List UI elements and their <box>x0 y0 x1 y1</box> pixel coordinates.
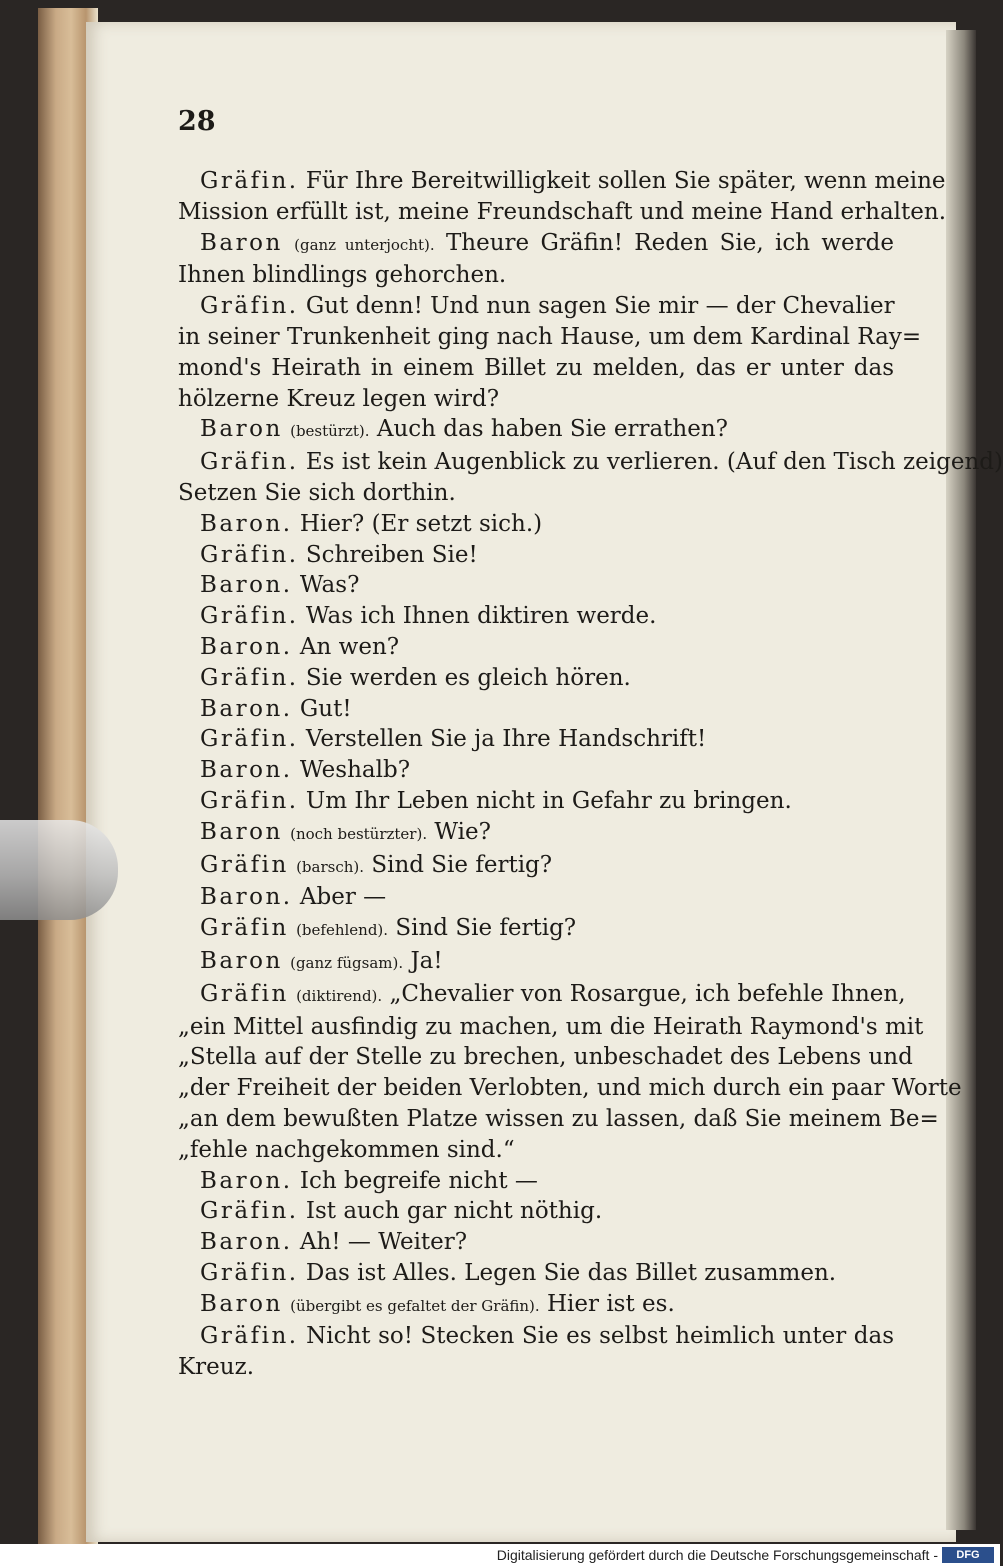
text-line <box>178 632 894 663</box>
text-line <box>178 384 894 415</box>
stage-direction: (noch bestürzter). <box>290 824 428 843</box>
text-line <box>178 414 894 447</box>
line-text: Das ist Alles. Legen Sie das Billet zusammen. <box>305 1259 837 1286</box>
speaker-name: Gräfin <box>200 851 289 878</box>
line-text: „der Freiheit der beiden Verlobten, und mich durch ein paar Worte <box>178 1075 962 1102</box>
text-line <box>178 724 894 755</box>
speaker-name: Gräfin. <box>200 168 299 194</box>
speaker-name: Baron <box>200 416 283 443</box>
stage-direction: (übergibt es gefaltet der Gräfin). <box>290 1296 540 1315</box>
speaker-name: Baron. <box>200 695 293 722</box>
speaker-name: Gräfin. <box>200 1323 299 1350</box>
line-text: Was ich Ihnen diktiren werde. <box>305 603 657 630</box>
line-text: „Chevalier von Rosargue, ich befehle Ihnen, <box>389 980 906 1007</box>
speaker-name: Baron <box>200 947 283 974</box>
line-text: „ein Mittel ausfindig zu machen, um die Heirath Raymond's mit <box>178 1013 924 1040</box>
text-line <box>178 850 894 883</box>
speaker-name: Gräfin <box>200 980 289 1007</box>
speaker-name: Gräfin. <box>200 726 299 753</box>
text-line <box>178 755 894 786</box>
speaker-name: Baron. <box>200 572 293 599</box>
speaker-name: Baron. <box>200 757 293 784</box>
text-line <box>178 447 1003 478</box>
line-text: Gut! <box>299 695 352 722</box>
line-text: Ist auch gar nicht nöthig. <box>305 1198 603 1225</box>
line-text: Mission erfüllt ist, meine Freundschaft und meine Hand erhalten. <box>178 198 947 225</box>
dfg-logo: DFG <box>942 1547 994 1563</box>
text-line <box>178 1321 894 1352</box>
line-text: „Stella auf der Stelle zu brechen, unbeschadet des Lebens und <box>178 1044 913 1071</box>
text-line <box>178 663 894 694</box>
text-line <box>178 1196 894 1227</box>
speaker-name: Gräfin. <box>200 293 299 320</box>
line-text: Ah! — Weiter? <box>299 1229 468 1256</box>
speaker-name: Gräfin <box>200 915 289 942</box>
text-line <box>178 228 894 261</box>
line-text: Nicht so! Stecken Sie es selbst heimlich unter das <box>306 1323 894 1350</box>
line-text: Für Ihre Bereitwilligkeit sollen Sie später, wenn meine <box>305 168 946 194</box>
text-line <box>178 694 894 725</box>
text-line <box>178 946 894 979</box>
text-line <box>178 197 947 228</box>
line-text: Verstellen Sie ja Ihre Handschrift! <box>305 726 707 753</box>
stage-direction: (befehlend). <box>296 921 389 940</box>
text-line <box>178 1104 939 1135</box>
speaker-name: Baron. <box>200 1167 293 1194</box>
text-line <box>178 509 894 540</box>
line-text: Hier ist es. <box>546 1290 675 1317</box>
speaker-name: Gräfin. <box>200 1259 299 1286</box>
line-text: Wie? <box>434 818 491 845</box>
page-clip <box>0 820 118 920</box>
line-text: mond's Heirath in einem Billet zu melden, das er unter das <box>178 354 894 381</box>
speaker-name: Gräfin. <box>200 541 299 568</box>
line-text: Auch das haben Sie errathen? <box>376 416 728 443</box>
text-line <box>178 1042 913 1073</box>
line-text: Ich begreife nicht — <box>299 1167 538 1194</box>
line-text: Sie werden es gleich hören. <box>305 664 631 691</box>
line-text: Aber — <box>299 884 387 911</box>
gutter-shadow <box>946 30 976 1530</box>
text-line <box>178 1012 924 1043</box>
text-line <box>178 1352 894 1383</box>
text-line <box>178 882 894 913</box>
speaker-name: Baron. <box>200 510 293 537</box>
stage-direction: (bestürzt). <box>290 422 370 441</box>
speaker-name: Gräfin. <box>200 664 299 691</box>
text-line <box>178 166 946 197</box>
text-line <box>178 570 894 601</box>
text-line <box>178 1166 894 1197</box>
text-line <box>178 1289 894 1322</box>
text-line <box>178 1227 894 1258</box>
speaker-name: Baron. <box>200 1229 293 1256</box>
line-text: An wen? <box>299 633 400 660</box>
text-line <box>178 913 894 946</box>
speaker-name: Gräfin. <box>200 1198 299 1225</box>
speaker-name: Baron <box>200 229 283 256</box>
page-number: 28 <box>178 106 216 137</box>
line-text: „fehle nachgekommen sind.“ <box>178 1136 515 1163</box>
line-text: Kreuz. <box>178 1354 255 1381</box>
text-line <box>178 1135 894 1166</box>
line-text: Um Ihr Leben nicht in Gefahr zu bringen. <box>305 787 792 814</box>
text-line <box>178 540 894 571</box>
text-line <box>178 786 894 817</box>
text-line <box>178 817 894 850</box>
line-text: „an dem bewußten Platze wissen zu lassen, daß Sie meinem Be= <box>178 1105 939 1132</box>
line-text: in seiner Trunkenheit ging nach Hause, um dem Kardinal Ray= <box>178 323 922 350</box>
speaker-name: Baron <box>200 818 283 845</box>
line-text: Gut denn! Und nun sagen Sie mir — der Chevalier <box>305 293 895 320</box>
text-line <box>178 601 894 632</box>
line-text: Hier? (Er setzt sich.) <box>299 510 543 537</box>
stage-direction: (barsch). <box>296 857 365 876</box>
stage-direction: (ganz unterjocht). <box>294 235 435 254</box>
line-text: Sind Sie fertig? <box>371 851 553 878</box>
text-line <box>178 979 906 1012</box>
text-line <box>178 322 922 353</box>
line-text: Schreiben Sie! <box>305 541 478 568</box>
line-text: Ja! <box>410 947 443 974</box>
footer-credit-text: Digitalisierung gefördert durch die Deutsche Forschungsgemeinschaft - <box>496 1547 938 1563</box>
speaker-name: Baron. <box>200 633 293 660</box>
text-line <box>178 260 894 291</box>
text-line <box>178 291 894 322</box>
line-text: Sind Sie fertig? <box>395 915 577 942</box>
line-text: hölzerne Kreuz legen wird? <box>178 385 500 412</box>
line-text: Was? <box>299 572 360 599</box>
speaker-name: Baron <box>200 1290 283 1317</box>
speaker-name: Gräfin. <box>200 449 299 476</box>
stage-direction: (ganz fügsam). <box>290 953 404 972</box>
speaker-name: Baron. <box>200 884 293 911</box>
line-text: Theure Gräfin! Reden Sie, ich werde <box>445 229 895 256</box>
text-line <box>178 1258 894 1289</box>
line-text: Es ist kein Augenblick zu verlieren. (Auf den Tisch zeigend) <box>305 449 1003 476</box>
line-text: Ihnen blindlings gehorchen. <box>178 262 507 289</box>
speaker-name: Gräfin. <box>200 787 299 814</box>
stage-direction: (diktirend). <box>296 986 383 1005</box>
text-line <box>178 353 894 384</box>
text-body <box>178 166 1003 1383</box>
line-text: Setzen Sie sich dorthin. <box>178 479 456 506</box>
line-text: Weshalb? <box>299 757 411 784</box>
text-line <box>178 1073 962 1104</box>
text-line <box>178 478 894 509</box>
speaker-name: Gräfin. <box>200 603 299 630</box>
footer-credit <box>0 1544 1000 1566</box>
